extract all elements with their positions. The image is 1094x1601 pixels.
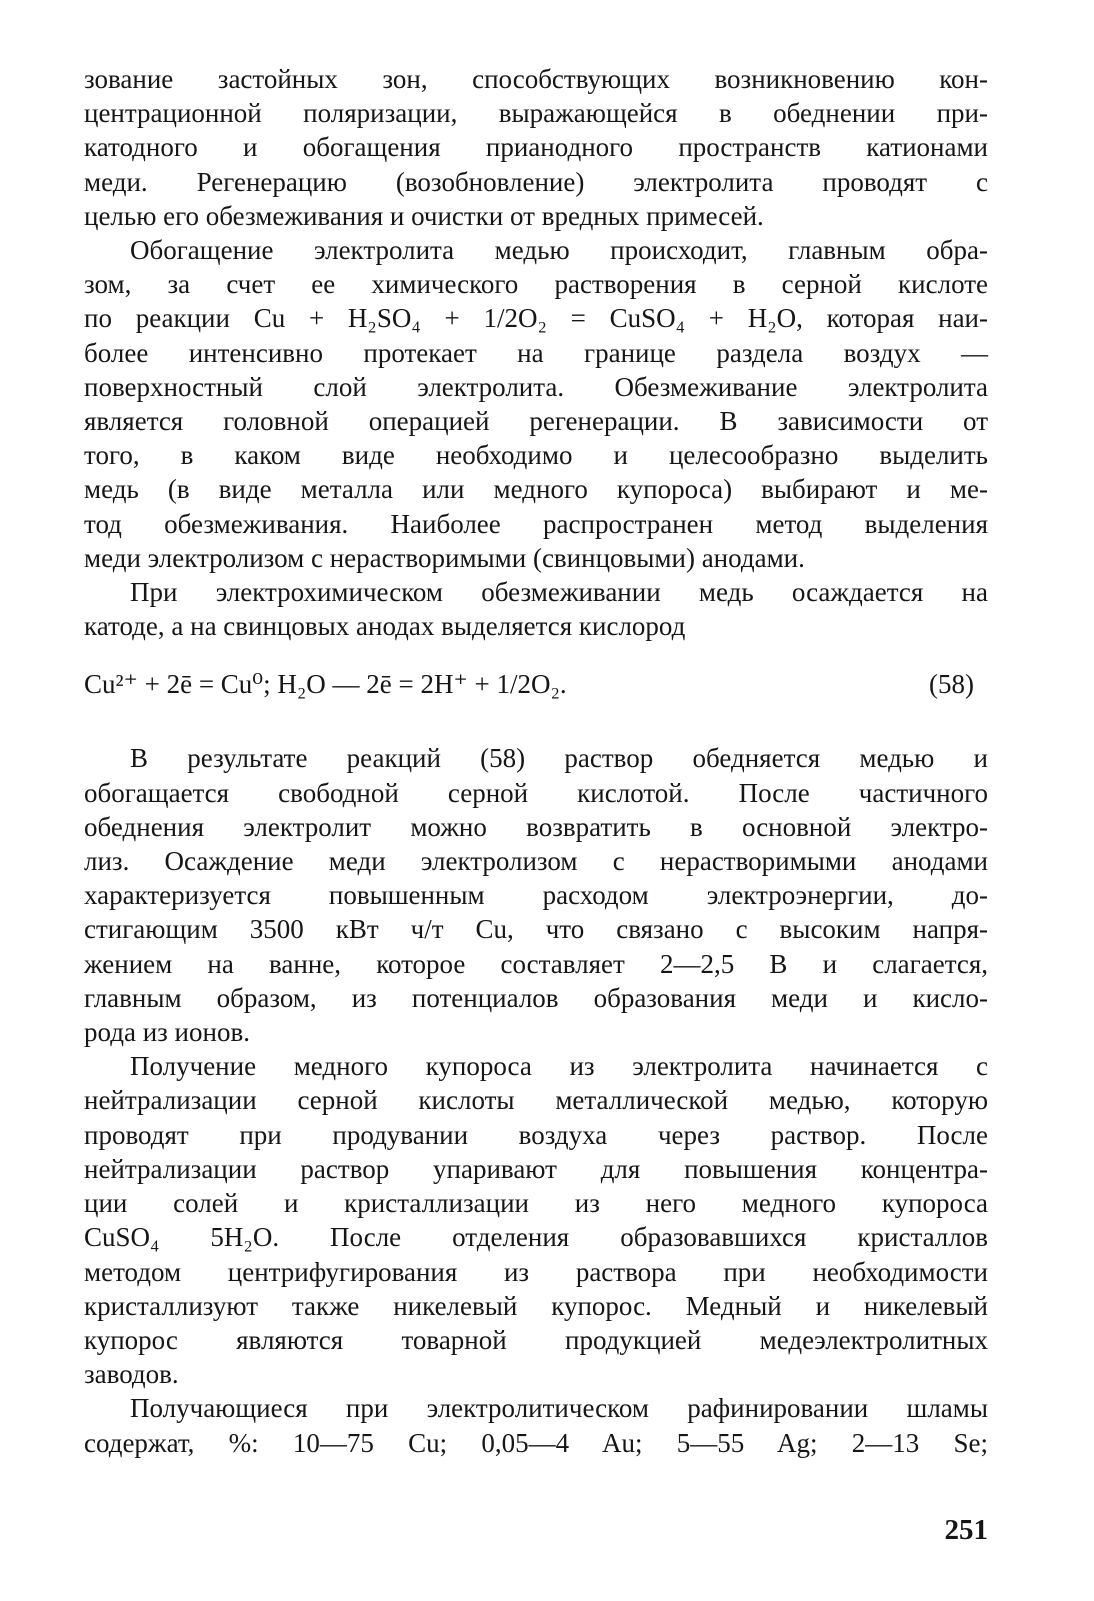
text-line: является головной операцией регенерации. В зависимости от xyxy=(84,406,988,437)
text-line: ции солей и кристаллизации из него медного купороса xyxy=(84,1188,988,1219)
text-line: зование застойных зон, способствующих возникновению кон- xyxy=(84,64,988,94)
text-line: тод обезмеживания. Наиболее распространен метод выделения xyxy=(84,508,988,539)
text-line: При электрохимическом обезмеживании медь осаждается на xyxy=(130,577,988,608)
equation-text: Cu²⁺ + 2ē = Cu⁰; H₂O — 2ē = 2H⁺ + 1/2O₂. xyxy=(84,669,567,700)
text-line: более интенсивно протекает на границе раздела воздух — xyxy=(84,337,988,368)
text-line: заводов. xyxy=(84,1359,179,1390)
paragraph-4 xyxy=(84,741,988,1049)
text-line: нейтрализации раствор упаривают для повышения концентра- xyxy=(84,1153,988,1184)
text-line: Получающиеся при электролитическом рафинировании шламы xyxy=(130,1393,988,1424)
text-line: стигающим 3500 кВт ч/т Cu, что связано с высоким напря- xyxy=(84,914,988,945)
equation-58 xyxy=(84,667,988,701)
text-line: методом центрифугирования из раствора при необходимости xyxy=(84,1256,988,1287)
text-line: катодного и обогащения прианодного пространств катионами xyxy=(84,132,988,163)
text-line: по реакции Cu + H₂SO₄ + 1/2O₂ = CuSO₄ + H₂O, которая наи- xyxy=(84,303,988,334)
text-line: жением на ванне, которое составляет 2—2,5 В и слагается, xyxy=(84,948,988,979)
text-line: поверхностный слой электролита. Обезмеживание электролита xyxy=(84,371,988,402)
paragraph-3 xyxy=(84,575,988,643)
text-line: содержат, %: 10—75 Cu; 0,05—4 Au; 5—55 Ag; 2—13 Se; xyxy=(84,1427,988,1458)
text-line: нейтрализации серной кислоты металлической медью, которую xyxy=(84,1085,988,1116)
text-line: зом, за счет ее химического растворения в серной кислоте xyxy=(84,269,988,300)
text-line: обогащается свободной серной кислотой. После частичного xyxy=(84,777,988,808)
text-line: меди электролизом с нерастворимыми (свинцовыми) анодами. xyxy=(84,542,805,573)
text-line: Получение медного купороса из электролита начинается с xyxy=(130,1051,988,1082)
text-line: меди. Регенерацию (возобновление) электролита проводят с xyxy=(84,166,988,197)
text-line: обеднения электролит можно возвратить в основной электро- xyxy=(84,811,988,842)
text-line: характеризуется повышенным расходом электроэнергии, до- xyxy=(84,880,988,911)
paragraph-6 xyxy=(84,1391,988,1459)
paragraph-1 xyxy=(84,62,988,233)
equation-number: (58) xyxy=(929,669,974,700)
paragraph-5 xyxy=(84,1049,988,1391)
text-line: катоде, а на свинцовых анодах выделяется кислород xyxy=(84,611,686,642)
text-line: купорос являются товарной продукцией медеэлектролитных xyxy=(84,1324,988,1355)
text-line: кристаллизуют также никелевый купорос. Медный и никелевый xyxy=(84,1290,988,1321)
text-line: CuSO₄ 5H₂O. После отделения образовавшихся кристаллов xyxy=(84,1222,988,1253)
text-line: центрационной поляризации, выражающейся в обеднении при- xyxy=(84,98,988,129)
text-line: В результате реакций (58) раствор обедняется медью и xyxy=(130,743,988,774)
page-body xyxy=(84,62,988,1460)
text-line: рода из ионов. xyxy=(84,1017,250,1048)
text-line: целью его обезмеживания и очистки от вредных примесей. xyxy=(84,200,764,231)
text-line: того, в каком виде необходимо и целесообразно выделить xyxy=(84,440,988,471)
text-line: Обогащение электролита медью происходит, главным обра- xyxy=(130,235,988,266)
text-line: медь (в виде металла или медного купороса) выбирают и ме- xyxy=(84,474,988,505)
page-number: 251 xyxy=(944,1514,988,1546)
paragraph-2 xyxy=(84,233,988,575)
text-line: главным образом, из потенциалов образования меди и кисло- xyxy=(84,982,988,1013)
text-line: лиз. Осаждение меди электролизом с нерастворимыми анодами xyxy=(84,846,988,877)
text-line: проводят при продувании воздуха через раствор. После xyxy=(84,1119,988,1150)
